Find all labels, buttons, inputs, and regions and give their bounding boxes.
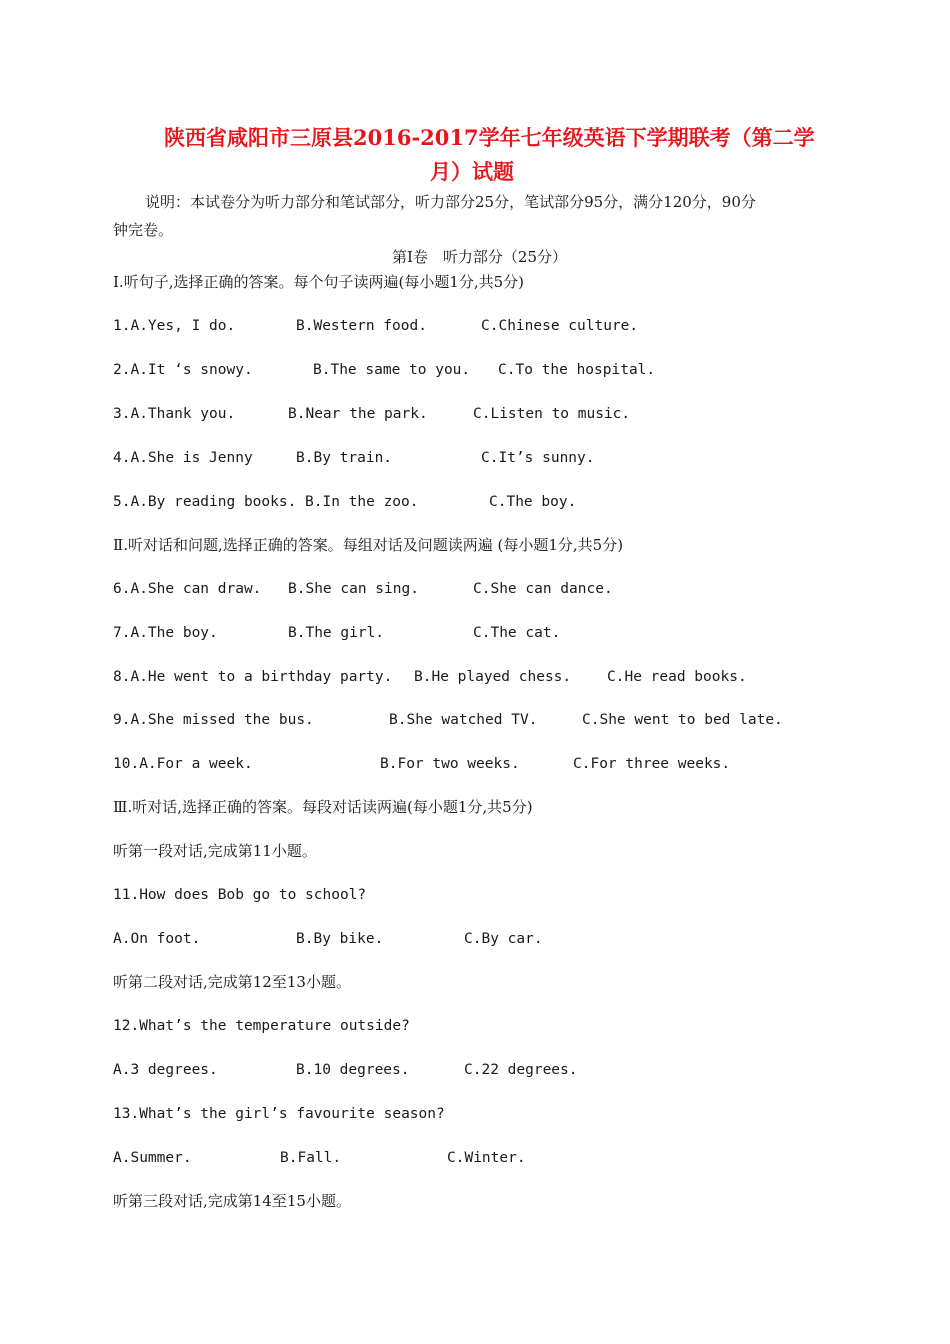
q8-option-a: 8.A.He went to a birthday party. xyxy=(113,669,393,685)
exam-title-line2: 月）试题 xyxy=(430,159,514,184)
q4-option-a: 4.A.She is Jenny xyxy=(113,450,253,466)
q2-option-c: C.To the hospital. xyxy=(498,362,656,378)
q13-option-b: B.Fall. xyxy=(280,1150,342,1166)
q2-option-a: 2.A.It ‘s snowy. xyxy=(113,362,253,378)
q1-option-b: B.Western food. xyxy=(296,318,427,334)
section1-heading: Ⅰ.听句子,选择正确的答案。每个句子读两遍(每小题1分,共5分) xyxy=(113,273,525,291)
q1-option-c: C.Chinese culture. xyxy=(481,318,639,334)
section2-heading: Ⅱ.听对话和问题,选择正确的答案。每组对话及问题读两遍 (每小题1分,共5分) xyxy=(113,536,624,554)
q6-option-a: 6.A.She can draw. xyxy=(113,581,262,597)
q7-option-c: C.The cat. xyxy=(473,625,561,641)
q8-option-b: B.He played chess. xyxy=(414,669,572,685)
q13-stem: 13.What’s the girl’s favourite season? xyxy=(113,1106,445,1122)
q6-option-b: B.She can sing. xyxy=(288,581,419,597)
q9-option-a: 9.A.She missed the bus. xyxy=(113,712,314,728)
q4-option-b: B.By train. xyxy=(296,450,393,466)
q5-option-c: C.The boy. xyxy=(489,494,577,510)
q1-option-a: 1.A.Yes, I do. xyxy=(113,318,236,334)
q3-option-b: B.Near the park. xyxy=(288,406,428,422)
q12-stem: 12.What’s the temperature outside? xyxy=(113,1018,410,1034)
q10-option-b: B.For two weeks. xyxy=(380,756,520,772)
q11-stem: 11.How does Bob go to school? xyxy=(113,887,367,903)
q10-option-a: 10.A.For a week. xyxy=(113,756,253,772)
q13-option-a: A.Summer. xyxy=(113,1150,192,1166)
q11-option-a: A.On foot. xyxy=(113,931,201,947)
q2-option-b: B.The same to you. xyxy=(313,362,471,378)
q6-option-c: C.She can dance. xyxy=(473,581,613,597)
dialogue3-instruction: 听第三段对话,完成第14至15小题。 xyxy=(113,1192,351,1210)
q5-option-a: 5.A.By reading books. xyxy=(113,494,297,510)
q5-option-b: B.In the zoo. xyxy=(305,494,419,510)
intro-line1: 说明：本试卷分为听力部分和笔试部分，听力部分25分，笔试部分95分，满分120分，90分 xyxy=(145,193,756,211)
dialogue2-instruction: 听第二段对话,完成第12至13小题。 xyxy=(113,973,351,991)
q8-option-c: C.He read books. xyxy=(607,669,747,685)
q12-option-c: C.22 degrees. xyxy=(464,1062,578,1078)
q4-option-c: C.It’s sunny. xyxy=(481,450,595,466)
exam-title-line1: 陕西省咸阳市三原县2016-2017学年七年级英语下学期联考（第二学 xyxy=(164,125,815,150)
section3-heading: Ⅲ.听对话,选择正确的答案。每段对话读两遍(每小题1分,共5分) xyxy=(113,798,533,816)
q9-option-b: B.She watched TV. xyxy=(389,712,538,728)
q3-option-c: C.Listen to music. xyxy=(473,406,631,422)
q13-option-c: C.Winter. xyxy=(447,1150,526,1166)
q7-option-a: 7.A.The boy. xyxy=(113,625,218,641)
q12-option-b: B.10 degrees. xyxy=(296,1062,410,1078)
intro-line2: 钟完卷。 xyxy=(113,221,174,239)
q10-option-c: C.For three weeks. xyxy=(573,756,731,772)
q11-option-b: B.By bike. xyxy=(296,931,384,947)
q9-option-c: C.She went to bed late. xyxy=(582,712,783,728)
q7-option-b: B.The girl. xyxy=(288,625,385,641)
part-heading: 第Ⅰ卷 听力部分（25分） xyxy=(392,248,568,266)
q12-option-a: A.3 degrees. xyxy=(113,1062,218,1078)
q11-option-c: C.By car. xyxy=(464,931,543,947)
dialogue1-instruction: 听第一段对话,完成第11小题。 xyxy=(113,842,317,860)
q3-option-a: 3.A.Thank you. xyxy=(113,406,236,422)
